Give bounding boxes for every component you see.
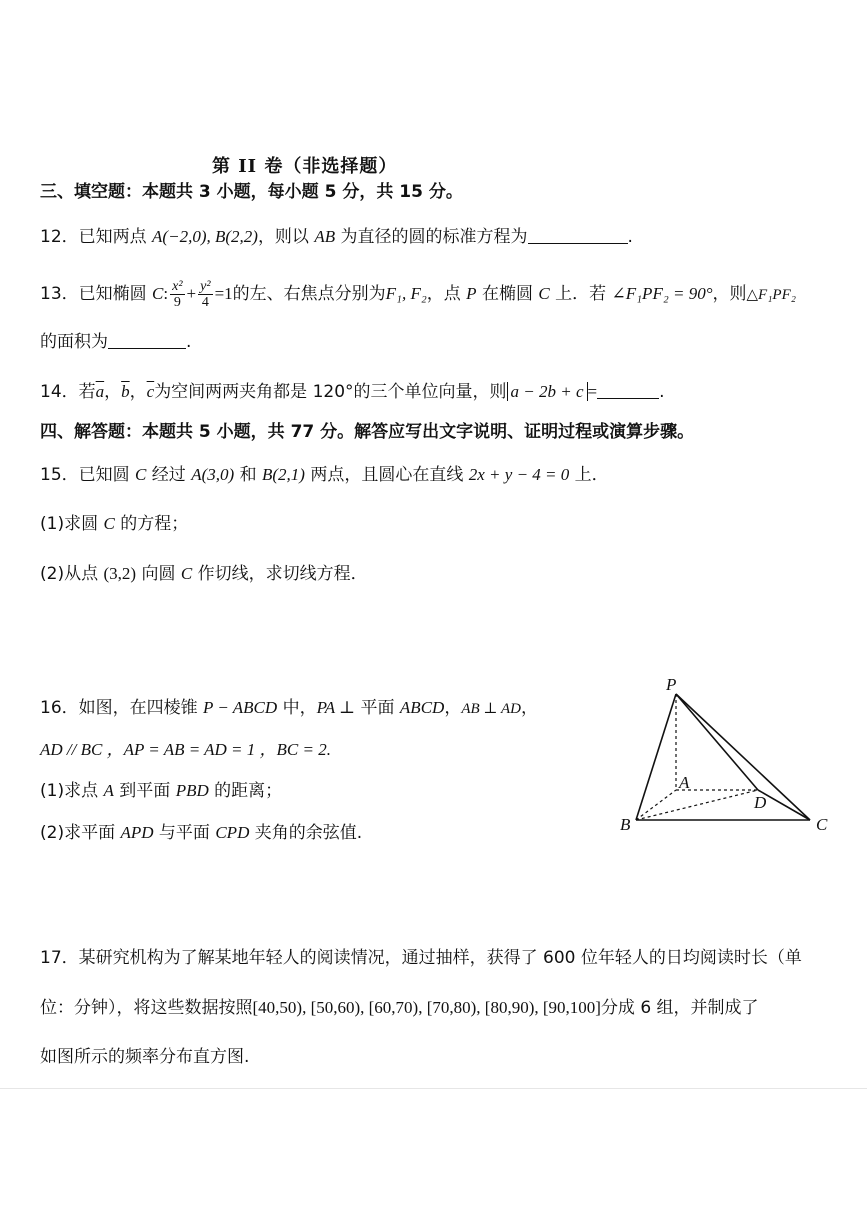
q14-end: . bbox=[659, 382, 665, 402]
q15-point-a: A(3,0) bbox=[191, 465, 235, 484]
section-title: 第 II 卷（非选择题） bbox=[212, 156, 398, 177]
q15-stem-mid2: 和 bbox=[234, 465, 262, 485]
q13-x2: x² bbox=[172, 278, 183, 294]
q12-points: A(−2,0), B(2,2) bbox=[152, 227, 258, 246]
q13-p: P bbox=[466, 284, 477, 303]
q16-p1-post: 的距离； bbox=[208, 781, 283, 801]
q12-post: 为直径的圆的标准方程为 bbox=[335, 227, 528, 247]
q15-line-eq: 2x + y − 4 = 0 bbox=[468, 465, 570, 484]
q15-stem-mid1: 经过 bbox=[146, 465, 192, 485]
q16-p2-cpd: CPD bbox=[215, 823, 250, 842]
q15-p1-pre: (1)求圆 bbox=[40, 514, 104, 534]
q15-part1 bbox=[40, 512, 188, 536]
q14-expression: a − 2b + c bbox=[507, 382, 588, 401]
q16-p1-mid: 到平面 bbox=[113, 781, 176, 801]
q13-end: . bbox=[186, 332, 192, 352]
q16-p1-pbd: PBD bbox=[175, 781, 209, 800]
q16-part1 bbox=[40, 779, 282, 803]
q16-p2-apd: APD bbox=[120, 823, 154, 842]
q13-colon: : bbox=[163, 284, 169, 303]
q13-answer-blank[interactable] bbox=[108, 330, 186, 349]
label-a: A bbox=[679, 773, 690, 792]
q17-line2-pre: 位：分钟），将这些数据按照 bbox=[40, 998, 253, 1018]
label-c: C bbox=[816, 815, 828, 834]
question-17-line1: 17．某研究机构为了解某地年轻人的阅读情况，通过抽样，获得了 600 位年轻人的日均阅读时长（单 bbox=[40, 948, 802, 968]
edge-pc bbox=[676, 694, 810, 820]
q15-c: C bbox=[135, 465, 147, 484]
q15-stem-end: 上． bbox=[569, 465, 609, 485]
q16-cond2: AB ⊥ AD bbox=[461, 701, 521, 717]
q16-sep: ， bbox=[444, 698, 462, 718]
edge-pb bbox=[636, 694, 676, 820]
q16-part2 bbox=[40, 821, 362, 845]
q13-eq: =1 bbox=[214, 284, 233, 303]
question-13 bbox=[40, 278, 796, 311]
q16-sep2: ， bbox=[520, 698, 538, 718]
label-p: P bbox=[666, 675, 677, 694]
q15-p2-post: 作切线，求切线方程． bbox=[192, 564, 368, 584]
q15-part2 bbox=[40, 562, 368, 586]
question-17-line3: 如图所示的频率分布直方图. bbox=[40, 1047, 250, 1067]
q14-vector-b: $\overline{b}$ bbox=[121, 382, 130, 401]
q12-pre: 12．已知两点 bbox=[40, 227, 153, 247]
q15-stem-mid3: 两点，且圆心在直线 bbox=[304, 465, 469, 485]
q14-sep1: ， bbox=[104, 382, 122, 402]
q13-text1: 的左、右焦点分别为 bbox=[232, 284, 386, 304]
q15-p2-pre: (2)从点 bbox=[40, 564, 104, 584]
q16-p2-pre: (2)求平面 bbox=[40, 823, 121, 843]
q16-abcd: ABCD bbox=[399, 698, 445, 717]
q16-p1-a: A bbox=[103, 781, 114, 800]
q13-text4: 上．若 bbox=[549, 284, 612, 304]
q15-p2-c: C bbox=[180, 564, 193, 583]
q13-nine: 9 bbox=[173, 294, 181, 310]
q13-triangle: △F₁PF₂ bbox=[746, 287, 796, 303]
q13-c2: C bbox=[538, 284, 550, 303]
edge-bd-hidden bbox=[636, 790, 758, 820]
q15-point-b: B(2,1) bbox=[261, 465, 305, 484]
q15-p1-post: 的方程； bbox=[114, 514, 189, 534]
q14-eq: = bbox=[587, 382, 598, 401]
q13-frac-y bbox=[198, 279, 212, 310]
q17-intervals: [40,50), [50,60), [60,70), [70,80), [80,90), [90,100] bbox=[252, 998, 601, 1017]
q16-cond1: PA ⊥ bbox=[316, 698, 356, 717]
q14-vector-c: $\overline{c}$ bbox=[146, 382, 155, 401]
page-divider bbox=[0, 1088, 867, 1089]
fill-blank-heading: 三、填空题：本题共 3 小题，每小题 5 分，共 15 分。 bbox=[40, 182, 463, 202]
q13-four: 4 bbox=[201, 294, 209, 310]
q17-line2-post: 分成 6 组，并制成了 bbox=[600, 998, 759, 1018]
q16-p2-mid: 与平面 bbox=[153, 823, 216, 843]
q13-pre: 13．已知椭圆 bbox=[40, 284, 153, 304]
q13-y2: y² bbox=[200, 278, 211, 294]
q14-answer-blank[interactable] bbox=[597, 380, 659, 399]
q15-p1-c: C bbox=[103, 514, 115, 533]
q13-f1f2: F₁, F₂ bbox=[385, 284, 427, 303]
q13-frac-x bbox=[170, 279, 184, 310]
q16-line2: AD // BC ，AP = AB = AD = 1 ，BC = 2. bbox=[40, 740, 331, 759]
q14-sep2: ， bbox=[129, 382, 147, 402]
q15-stem-pre: 15．已知圆 bbox=[40, 465, 136, 485]
question-13-line2 bbox=[40, 330, 191, 354]
q13-c: C bbox=[152, 284, 164, 303]
q16-stem-mid: 中， bbox=[277, 698, 317, 718]
q14-text1: 为空间两两夹角都是 120°的三个单位向量，则 bbox=[154, 382, 507, 402]
q13-angle: ∠F₁PF₂ = 90° bbox=[611, 284, 713, 303]
q16-p1-pre: (1)求点 bbox=[40, 781, 104, 801]
answer-heading: 四、解答题：本题共 5 小题，共 77 分。解答应写出文字说明、证明过程或演算步骤。 bbox=[40, 422, 695, 442]
q14-pre: 14．若 bbox=[40, 382, 96, 402]
q13-text3: 在椭圆 bbox=[476, 284, 539, 304]
q16-plane: 平面 bbox=[355, 698, 400, 718]
label-d: D bbox=[754, 793, 767, 812]
q14-vector-a: $\overline{a}$ bbox=[95, 382, 105, 401]
question-17-line2 bbox=[40, 996, 759, 1020]
q15-p2-point: (3,2) bbox=[103, 564, 137, 583]
q13-line2: 的面积为 bbox=[40, 332, 108, 352]
q16-p2-post: 夹角的余弦值. bbox=[249, 823, 363, 843]
q16-stem-pre: 16．如图，在四棱锥 bbox=[40, 698, 204, 718]
q12-mid: ，则以 bbox=[257, 227, 315, 247]
q13-text2: ，点 bbox=[426, 284, 467, 304]
q13-plus: + bbox=[186, 284, 197, 303]
q12-answer-blank[interactable] bbox=[528, 225, 628, 244]
q13-text5: ，则 bbox=[712, 284, 747, 304]
q16-pyramid: P − ABCD bbox=[203, 698, 278, 717]
q12-ab: AB bbox=[314, 227, 336, 246]
q15-p2-mid: 向圆 bbox=[136, 564, 181, 584]
question-14 bbox=[40, 380, 665, 404]
question-12 bbox=[40, 225, 633, 249]
label-b: B bbox=[620, 815, 631, 834]
q12-end: . bbox=[627, 227, 633, 247]
question-16 bbox=[40, 696, 538, 721]
question-15 bbox=[40, 463, 609, 487]
pyramid-figure bbox=[610, 672, 840, 842]
